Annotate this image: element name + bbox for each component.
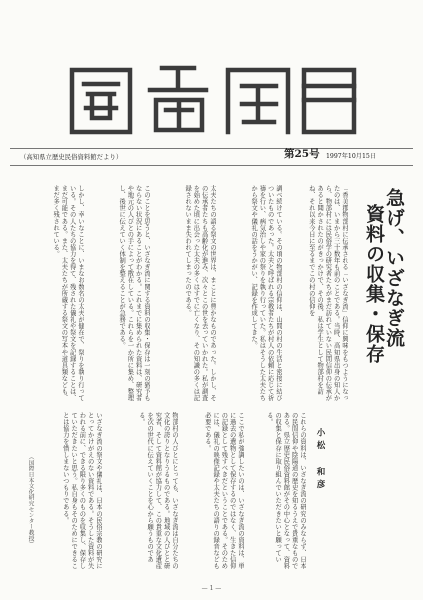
header-rule-top: [10, 148, 413, 149]
headline-line-2: 資料の収集・保存: [363, 204, 385, 364]
header-rule-bottom: [10, 165, 413, 166]
page-number: — 1 —: [201, 585, 222, 592]
issue-bar: [8, 150, 415, 164]
article-column-7: ここで私が強調したいのは、いざなぎ流の資料は、単に過去の遺物として保存するのではなく、生きた信仰の記録として残すべきだということである。そのためには、儀礼の映像記録や太夫たちの語りの録音なども必要である。: [203, 412, 244, 570]
article-column-8: 物部村の人びとにとっても、いざなぎ流は自分たちの文化の誇りとなりうるものである。地域の人びとと研究者、そして資料館が協力して、この貴重な文化遺産を次の世代に伝えていくことを心から願うものである。: [137, 412, 178, 570]
article-column-4: このことを思うと、いざなぎ流に関する資料の収集・保存は一刻の猶予もならない状況にあることがわかる。これまでに集められた資料は、研究者や地元の人びとの手によって散在している。これらを一か所に集め、整理し、後世に伝えていく体制を整えることが急務である。: [118, 185, 150, 402]
article-column-5: しかし、幸いなことに、いまなお数名の太夫が健在で、祭りを執り行っている。その人たちの協力を得て、残された儀礼や祭文を記録することは、まだ可能である。また、太夫たちが所蔵する祭文の写本や道具類なども、まだ多く残されている。: [52, 185, 84, 402]
masthead-logo: [66, 60, 362, 142]
headline-line-1: 急げ、いざなぎ流: [383, 188, 405, 348]
article-column-1: 「香美郡物部村に伝承される「いざなぎ流」信仰に興味をもつようになったのは、いまから三十数年も前のことである。当時、高知県出身の知人から、物部村には民俗学の研究者たちがまだ訪れていない民間信仰の伝承があると聞かされたのがきっかけで、その後、私は学生として物部村を訪ね、それ以来今日に至るまでこの村の信仰を: [307, 185, 348, 402]
issue-date: 1997年10月15日: [326, 153, 377, 160]
article-author: 小松 和彦: [315, 428, 325, 492]
article-column-6: これらの資料は、いざなぎ流の研究のみならず、日本の民間信仰や陰陽道の歴史を知るうえで貴重なものである。県立歴史民俗資料館がその中心となって、資料の収集と保存に取り組んでいただきたいと願っている。: [265, 412, 306, 570]
article-column-9: いざなぎ流の祭文や儀礼は、日本の民俗宗教の研究にとってかけがえのない資料である。そうした資料が失われる前に、できる限り多くのものを収集し、保存していただきたいと思う。私自身もそのためにできることは協力を惜しまないつもりである。: [61, 412, 102, 570]
masthead-title: 岡豊風日: [214, 140, 218, 141]
article-headline: [364, 188, 404, 533]
publisher-name: （高知県立歴史民俗資料館だより）: [20, 153, 123, 161]
article-column-2: 調べ続けている。その頃の物部村の信仰は、山間の村の生活と密接に結びついたものであった。太夫と呼ばれる宗教者たちが村人の依頼に応じて祈禱を行い、病気治しや家の祭りを執り行っていた。私はそうした太夫たちから祭文や儀礼の話をうかがい、記録を作成してきた。: [250, 185, 282, 402]
author-affiliation: （国際日本文化研究センター教授）: [27, 454, 33, 547]
issue-number: 第25号: [284, 148, 320, 160]
article-column-3: 太夫たちの語る祭文の世界は、まことに豊かなものであった。しかし、その伝承者たちも高齢化が進み、次々とこの世を去っていかれた。私が調査を始めた頃に出会った太夫の多くはすでに亡くなり、その知識の多くは記録されないまま失われてしまったのである。: [184, 185, 216, 402]
